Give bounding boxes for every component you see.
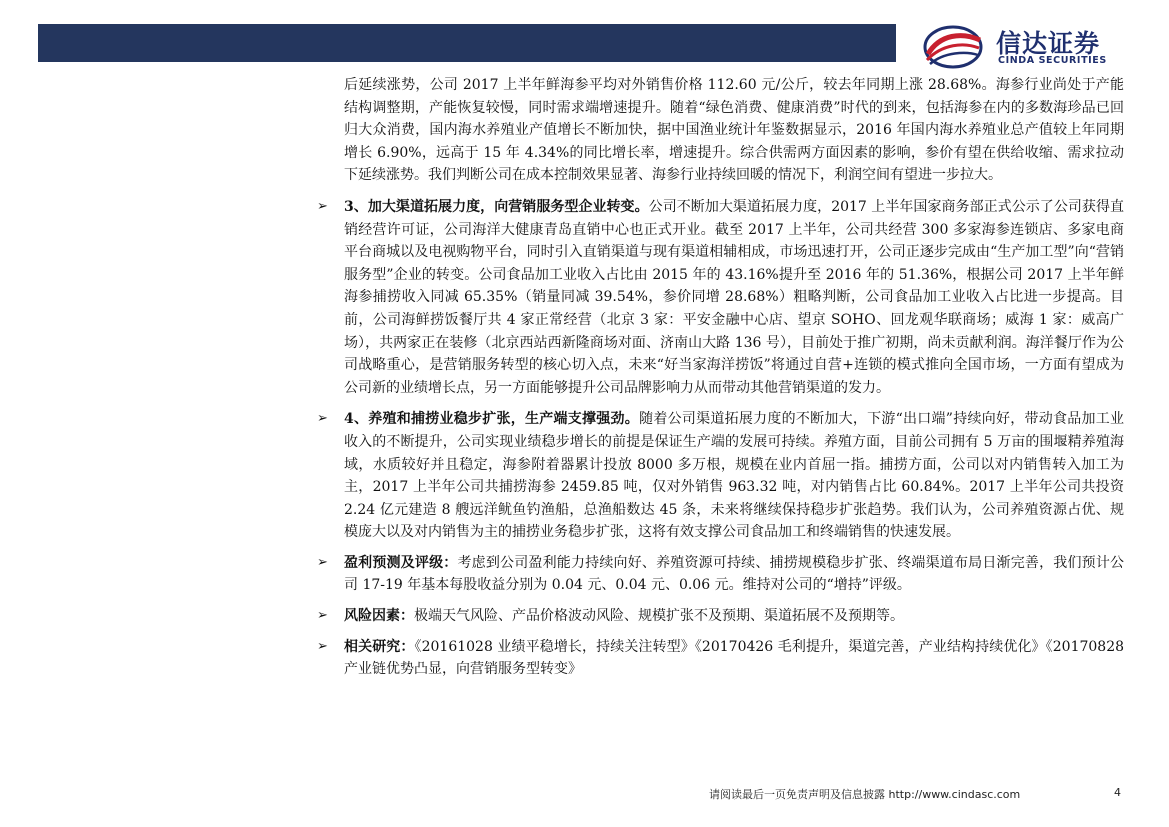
bullet-related-research [317, 636, 1125, 681]
logo-english-name: CINDA SECURITIES [998, 55, 1107, 66]
header-bar [38, 24, 896, 62]
report-body [317, 74, 1125, 681]
bullet-earnings-forecast [317, 552, 1125, 597]
logo-chinese-name: 信达证券 [996, 29, 1101, 58]
arrow-bullet-icon: ➢ [317, 554, 328, 570]
footer-disclaimer: 请阅读最后一页免责声明及信息披露 http://www.cindasc.com [709, 788, 1021, 801]
arrow-bullet-icon: ➢ [317, 608, 328, 624]
bullet-text: 公司不断加大渠道拓展力度，2017 上半年国家商务部正式公示了公司获得直销经营许可证，公司海洋大健康青岛直销中心也正式开业。截至 2017 上半年，公司共经营 300 多家海参连锁店、多家电商平台商城以及电视购物平台，同时引入直销渠道与现有渠道相辅相成，市场迅速打开，公司正逐步完成由“生产加工型”向“营销服务型”企业的转变。公司食品加工业收入占比由 2015 年的 43.16%提升至 2016 年的 51.36%，根据公司 2017 上半年鲜海参捕捞收入同减 65.35%（销量同减 39.54%，参价同增 28.68%）粗略判断，公司食品加工业收入占比进一步提高。目前，公司海鲜捞饭餐厅共 4 家正常经营（北京 3 家：平安金融中心店、望京 SOHO、回龙观华联商场；威海 1 家：威高广场），共两家正在装修（北京西站西新隆商场对面、济南山大路 136 号），目前处于推广初期，尚未贡献利润。海洋餐厅作为公司战略重心，是营销服务转型的核心切入点，未来“好当家海洋捞饭”将通过自营+连锁的模式推向全国市场，一方面有望成为公司新的业绩增长点，另一方面能够提升公司品牌影响力从而带动其他营销渠道的发力。 [344, 198, 1125, 396]
paragraph-price-trend: 后延续涨势，公司 2017 上半年鲜海参平均对外销售价格 112.60 元/公斤，较去年同期上涨 28.68%。海参行业尚处于产能结构调整期，产能恢复较慢，同时需求端增速提升。随着“绿色消费、健康消费”时代的到来，包括海参在内的多数海珍品已回归大众消费，国内海水养殖业产值增长不断加快，据中国渔业统计年鉴数据显示，2016 年国内海水养殖业总产值较上年同期增长 6.90%，远高于 15 年 4.34%的同比增长率，增速提升。综合供需两方面因素的影响，参价有望在供给收缩、需求拉动下延续涨势。我们判断公司在成本控制效果显著、海参行业持续回暖的情况下，利润空间有望进一步拉大。 [344, 77, 1124, 184]
bullet-text: 极端天气风险、产品价格波动风险、规模扩张不及预期、渠道拓展不及预期等。 [414, 608, 904, 625]
page-number: 4 [1114, 786, 1121, 799]
cinda-emblem-icon [922, 24, 984, 70]
bullet-title: 盈利预测及评级： [344, 554, 458, 571]
bullet-title: 4、养殖和捕捞业稳步扩张，生产端支撑强劲。 [344, 411, 640, 428]
arrow-bullet-icon: ➢ [317, 638, 328, 654]
bullet-title: 相关研究： [344, 638, 415, 655]
bullet-production-expansion [317, 408, 1124, 544]
arrow-bullet-icon: ➢ [317, 198, 328, 214]
bullet-channel-expansion [317, 196, 1125, 399]
bullet-text: 考虑到公司盈利能力持续向好、养殖资源可持续、捕捞规模稳步扩张、终端渠道布局日渐完善，我们预计公司 17-19 年基本每股收益分别为 0.04 元、0.04 元、0.06 元。维持对公司的“增持”评级。 [344, 554, 1125, 594]
bullet-title: 3、加大渠道拓展力度，向营销服务型企业转变。 [344, 198, 649, 215]
company-logo [922, 22, 1142, 72]
bullet-title: 风险因素： [344, 608, 414, 625]
bullet-text: 随着公司渠道拓展力度的不断加大，下游“出口端”持续向好，带动食品加工业收入的不断提升，公司实现业绩稳步增长的前提是保证生产端的发展可持续。养殖方面，目前公司拥有 5 万亩的围堰精养殖海域，水质较好并且稳定，海参附着器累计投放 8000 多万根，规模在业内首屈一指。捕捞方面，公司以对内销售转入加工为主，2017 上半年公司共捕捞海参 2459.85 吨，仅对外销售 963.32 吨，对内销售占比 60.84%。2017 上半年公司共投资 2.24 亿元建造 8 艘远洋鱿鱼钓渔船，总渔船数达 45 条，未来将继续保持稳步扩张趋势。我们认为，公司养殖资源占优、规模庞大以及对内销售为主的捕捞业务稳步扩张，这将有效支撑公司食品加工和终端销售的快速发展。 [344, 411, 1124, 541]
arrow-bullet-icon: ➢ [317, 411, 328, 427]
bullet-risk-factors [317, 605, 1124, 628]
bullet-text: 《20161028 业绩平稳增长，持续关注转型》《20170426 毛利提升，渠道完善，产业结构持续优化》《20170828 产业链优势凸显，向营销服务型转变》 [344, 638, 1125, 678]
